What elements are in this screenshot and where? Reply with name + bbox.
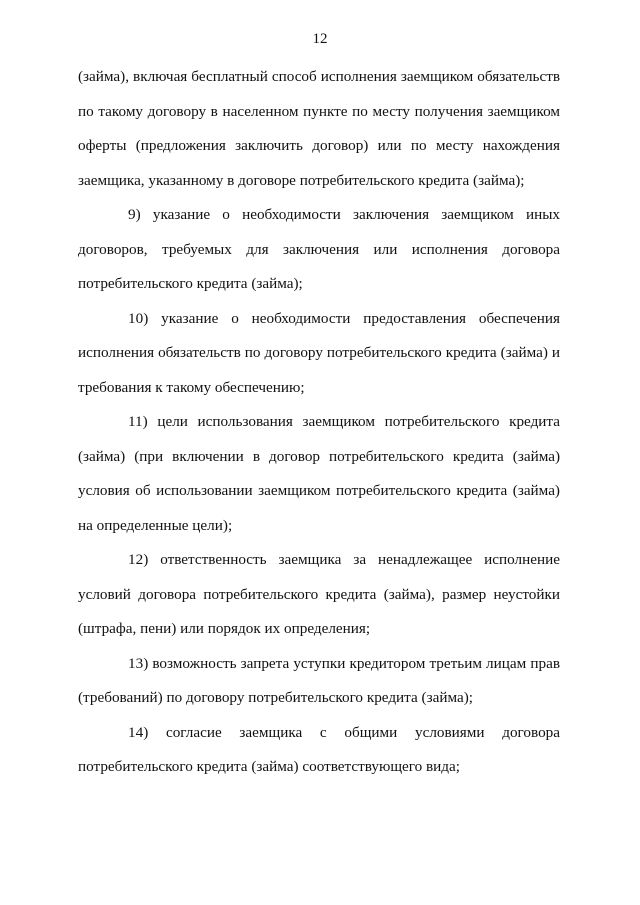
text-line: потребительского кредита (займа) соответствующего вида; bbox=[78, 758, 460, 775]
text-line: (штрафа, пени) или порядок их определения; bbox=[78, 620, 371, 637]
paragraph-item-13 bbox=[78, 653, 560, 722]
text-line: 10) указание о необходимости предоставления обеспечения bbox=[128, 309, 560, 327]
paragraph-item-14 bbox=[78, 722, 560, 791]
text-line: 14) согласие заемщика с общими условиями договора bbox=[128, 723, 560, 741]
text-line: заемщика, указанному в договоре потребительского кредита (займа); bbox=[78, 171, 525, 189]
document-body bbox=[78, 66, 560, 791]
paragraph-item-12 bbox=[78, 549, 560, 653]
text-line: (займа) (при включении в договор потребительского кредита (займа) bbox=[78, 447, 560, 465]
text-line: по такому договору в населенном пункте по месту получения заемщиком bbox=[78, 102, 560, 120]
text-line: 11) цели использования заемщиком потребительского кредита bbox=[128, 413, 560, 430]
text-line: условия об использовании заемщиком потребительского кредита (займа) bbox=[78, 482, 560, 499]
paragraph-8-continuation bbox=[78, 66, 560, 204]
text-line: на определенные цели); bbox=[78, 516, 233, 534]
text-line: потребительского кредита (займа); bbox=[78, 275, 303, 292]
text-line: договоров, требуемых для заключения или исполнения договора bbox=[78, 240, 560, 258]
text-line: (требований) по договору потребительского кредита (займа); bbox=[78, 689, 473, 706]
text-line: (займа), включая бесплатный способ исполнения заемщиком обязательств bbox=[78, 68, 560, 85]
text-line: оферты (предложения заключить договор) или по месту нахождения bbox=[78, 137, 560, 154]
paragraph-item-11 bbox=[78, 411, 560, 549]
text-line: 12) ответственность заемщика за ненадлежащее исполнение bbox=[128, 551, 560, 568]
paragraph-item-10 bbox=[78, 308, 560, 412]
text-line: условий договора потребительского кредита (займа), размер неустойки bbox=[78, 585, 560, 603]
text-line: требования к такому обеспечению; bbox=[78, 378, 305, 396]
text-line: исполнения обязательств по договору потребительского кредита (займа) и bbox=[78, 344, 560, 361]
paragraph-item-9 bbox=[78, 204, 560, 308]
text-line: 9) указание о необходимости заключения заемщиком иных bbox=[128, 206, 560, 223]
page-number: 12 bbox=[312, 31, 328, 47]
text-line: 13) возможность запрета уступки кредитором третьим лицам прав bbox=[128, 654, 560, 672]
